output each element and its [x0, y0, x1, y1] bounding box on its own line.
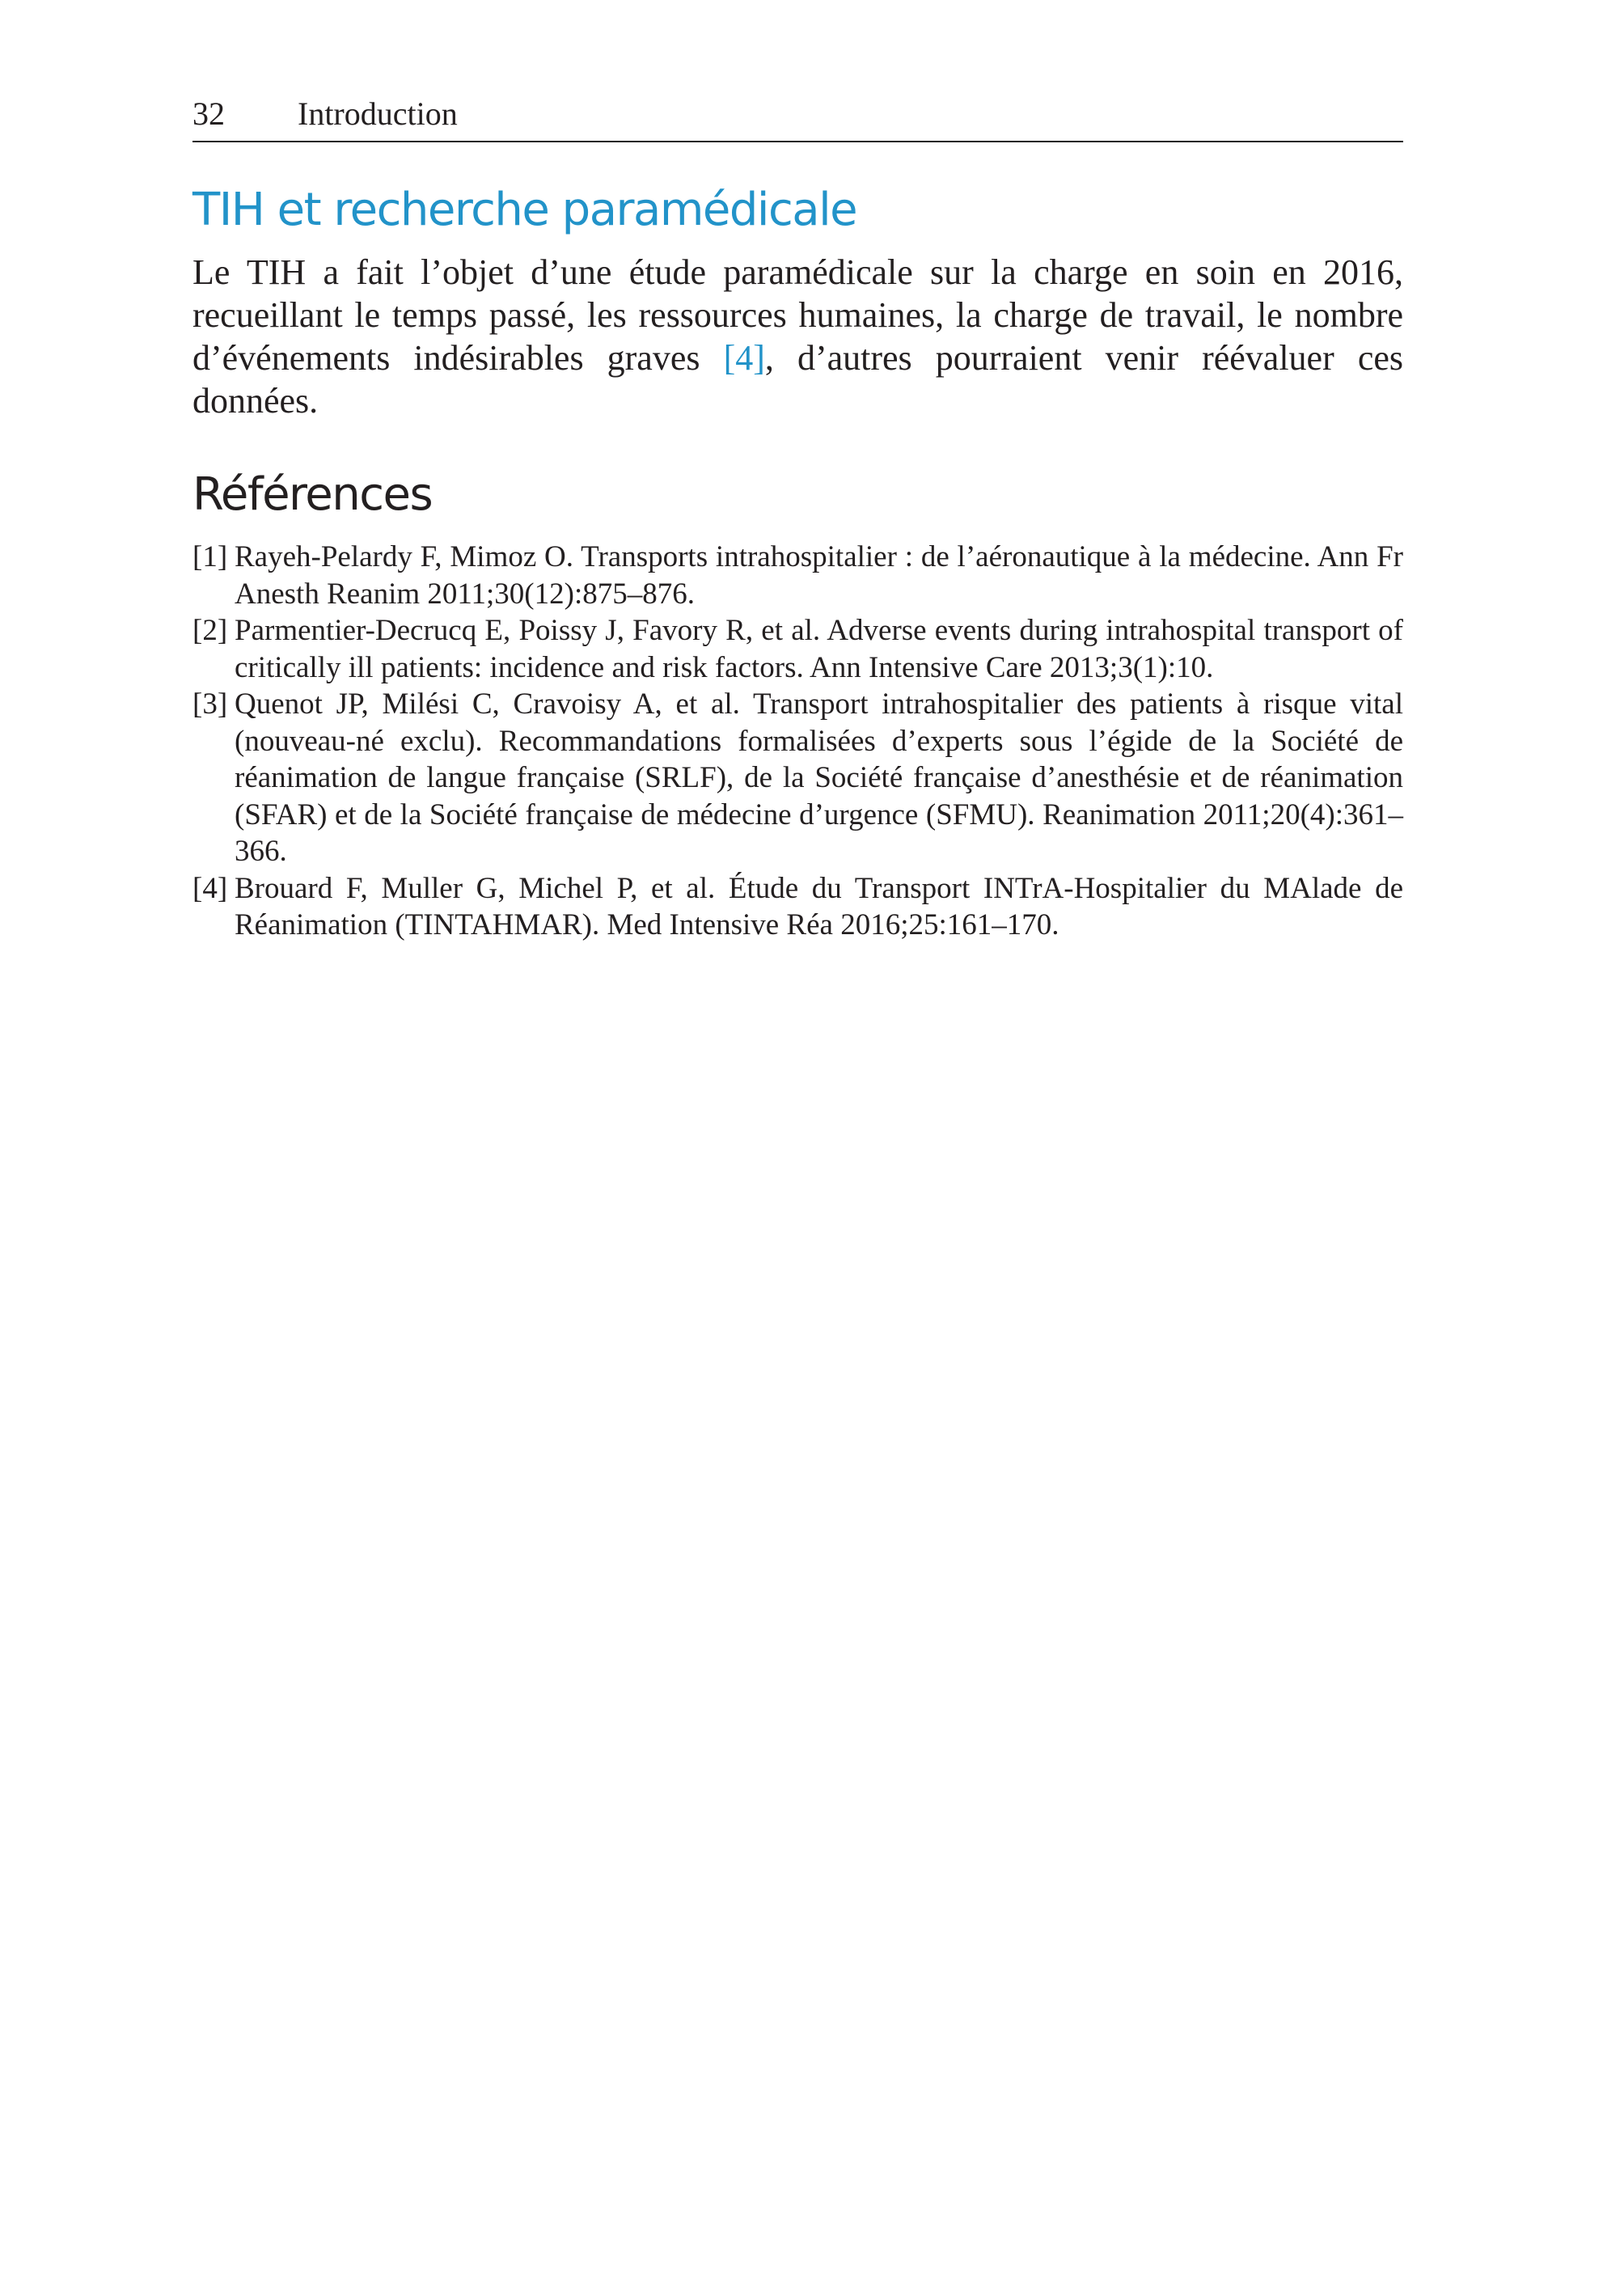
paragraph-text-end: , d’autres pourraient venir réévaluer ces données. — [192, 338, 1403, 421]
page-number: 32 — [192, 95, 225, 132]
running-head-title: Introduction — [298, 95, 458, 132]
reference-number: [3] — [192, 687, 228, 721]
running-head — [192, 87, 1403, 142]
paragraph-text-start: Le TIH a fait l’objet d’une étude paramédicale sur la charge en soin en 2016, recueillant le temps passé, les ressources humaines, la charge de travail, le nombre d’événements indésirables graves — [192, 252, 1403, 378]
reference-item — [192, 539, 1403, 612]
reference-list — [192, 539, 1403, 944]
reference-text: Rayeh-Pelardy F, Mimoz O. Transports intrahospitalier : de l’aéronautique à la médecine. Ann Fr Anesth Reanim 2011;30(12):875–876. — [235, 540, 1403, 611]
reference-item — [192, 612, 1403, 686]
reference-number: [4] — [192, 871, 228, 905]
reference-item — [192, 686, 1403, 870]
reference-text: Parmentier-Decrucq E, Poissy J, Favory R, et al. Adverse events during intrahospital transport of critically ill patients: incidence and risk factors. Ann Intensive Care 2013;3(1):10. — [235, 614, 1403, 684]
reference-number: [1] — [192, 540, 228, 573]
reference-text: Brouard F, Muller G, Michel P, et al. Étude du Transport INTrA-Hospitalier du MAlade de Réanimation (TINTAHMAR). Med Intensive Réa 2016;25:161–170. — [235, 871, 1403, 941]
reference-text: Quenot JP, Milési C, Cravoisy A, et al. Transport intrahospitalier des patients à risque vital (nouveau-né exclu). Recommandations formalisées d’experts sous l’égide de la Société de réanimation de langue française (SRLF), de la Société française d’anesthésie et de réanimation (SFAR) et de la Société française de médecine d’urgence (SFMU). Reanimation 2011;20(4):361–366. — [235, 687, 1403, 868]
section-title: TIH et recherche paramédicale — [192, 184, 857, 236]
reference-item — [192, 870, 1403, 944]
references-title: Références — [192, 468, 433, 521]
citation-link[interactable]: [4] — [723, 338, 765, 378]
body-paragraph — [192, 251, 1403, 422]
reference-number: [2] — [192, 614, 228, 647]
